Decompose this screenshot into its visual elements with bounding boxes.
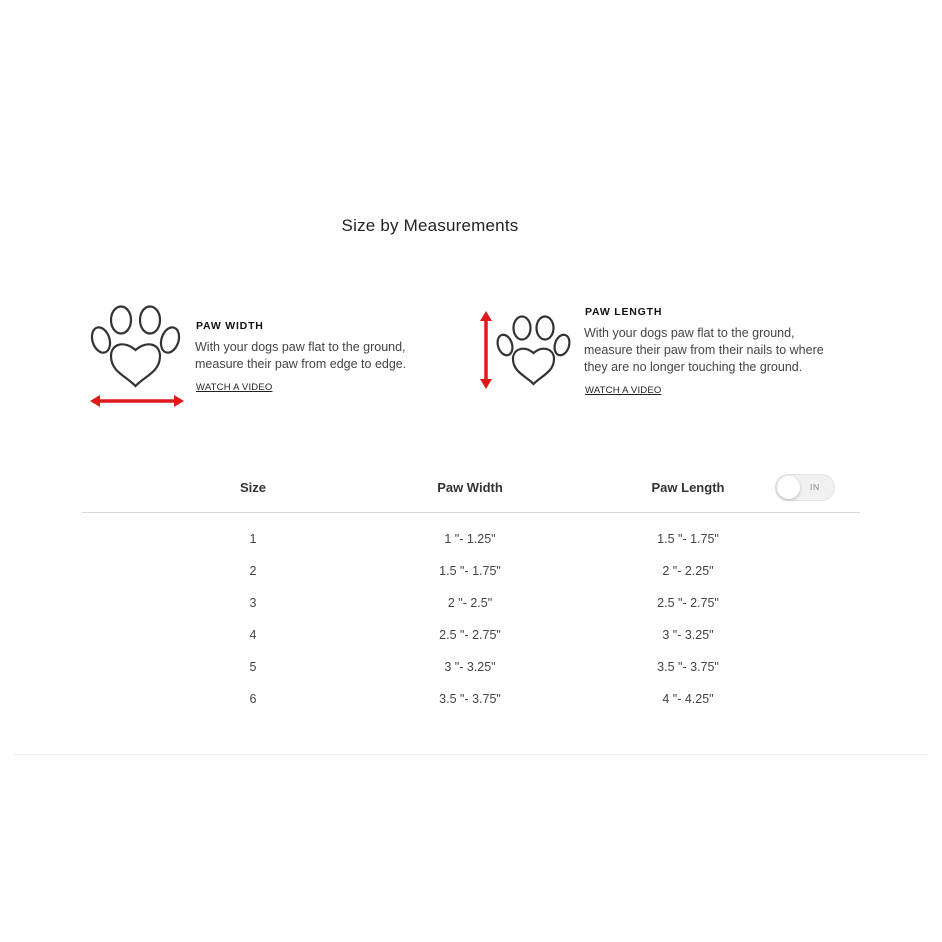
cell-paw-width: 3 "- 3.25" — [444, 660, 496, 674]
unit-toggle[interactable] — [775, 474, 835, 501]
column-header-size: Size — [239, 480, 266, 495]
cell-size: 1 — [249, 532, 257, 546]
cell-paw-width: 2.5 "- 2.75" — [439, 628, 501, 642]
toggle-knob — [777, 476, 800, 499]
horizontal-double-arrow-icon — [90, 394, 184, 408]
paw-width-description-line-1: With your dogs paw flat to the ground, — [195, 340, 406, 354]
cell-size: 5 — [249, 660, 257, 674]
column-header-paw-length: Paw Length — [651, 480, 725, 495]
cell-paw-length: 1.5 "- 1.75" — [657, 532, 719, 546]
paw-width-watch-video-link[interactable]: WATCH A VIDEO — [196, 382, 273, 393]
cell-paw-length: 3.5 "- 3.75" — [657, 660, 719, 674]
paw-length-description-line-2: measure their paw from their nails to where — [584, 343, 824, 357]
column-header-paw-width: Paw Width — [437, 480, 503, 495]
paw-width-description-line-2: measure their paw from edge to edge. — [195, 357, 407, 371]
cell-size: 2 — [249, 564, 257, 578]
cell-paw-length: 2.5 "- 2.75" — [657, 596, 719, 610]
cell-paw-width: 2 "- 2.5" — [447, 596, 493, 610]
cell-size: 6 — [249, 692, 257, 706]
cell-size: 4 — [249, 628, 257, 642]
paw-icon — [494, 312, 574, 390]
cell-paw-length: 2 "- 2.25" — [662, 564, 714, 578]
cell-paw-width: 3.5 "- 3.75" — [439, 692, 501, 706]
cell-paw-width: 1 "- 1.25" — [444, 532, 496, 546]
table-header-divider — [82, 512, 860, 513]
page-title: Size by Measurements — [341, 216, 519, 235]
cell-paw-length: 3 "- 3.25" — [662, 628, 714, 642]
cell-paw-width: 1.5 "- 1.75" — [439, 564, 501, 578]
toggle-label: IN — [810, 482, 820, 492]
paw-length-watch-video-link[interactable]: WATCH A VIDEO — [585, 385, 662, 396]
paw-length-heading: PAW LENGTH — [585, 306, 663, 318]
section-divider — [14, 754, 928, 755]
paw-length-description-line-1: With your dogs paw flat to the ground, — [584, 326, 795, 340]
cell-paw-length: 4 "- 4.25" — [662, 692, 714, 706]
cell-size: 3 — [249, 596, 257, 610]
paw-length-description-line-3: they are no longer touching the ground. — [584, 360, 803, 374]
vertical-double-arrow-icon — [479, 311, 493, 389]
paw-width-heading: PAW WIDTH — [196, 320, 264, 332]
